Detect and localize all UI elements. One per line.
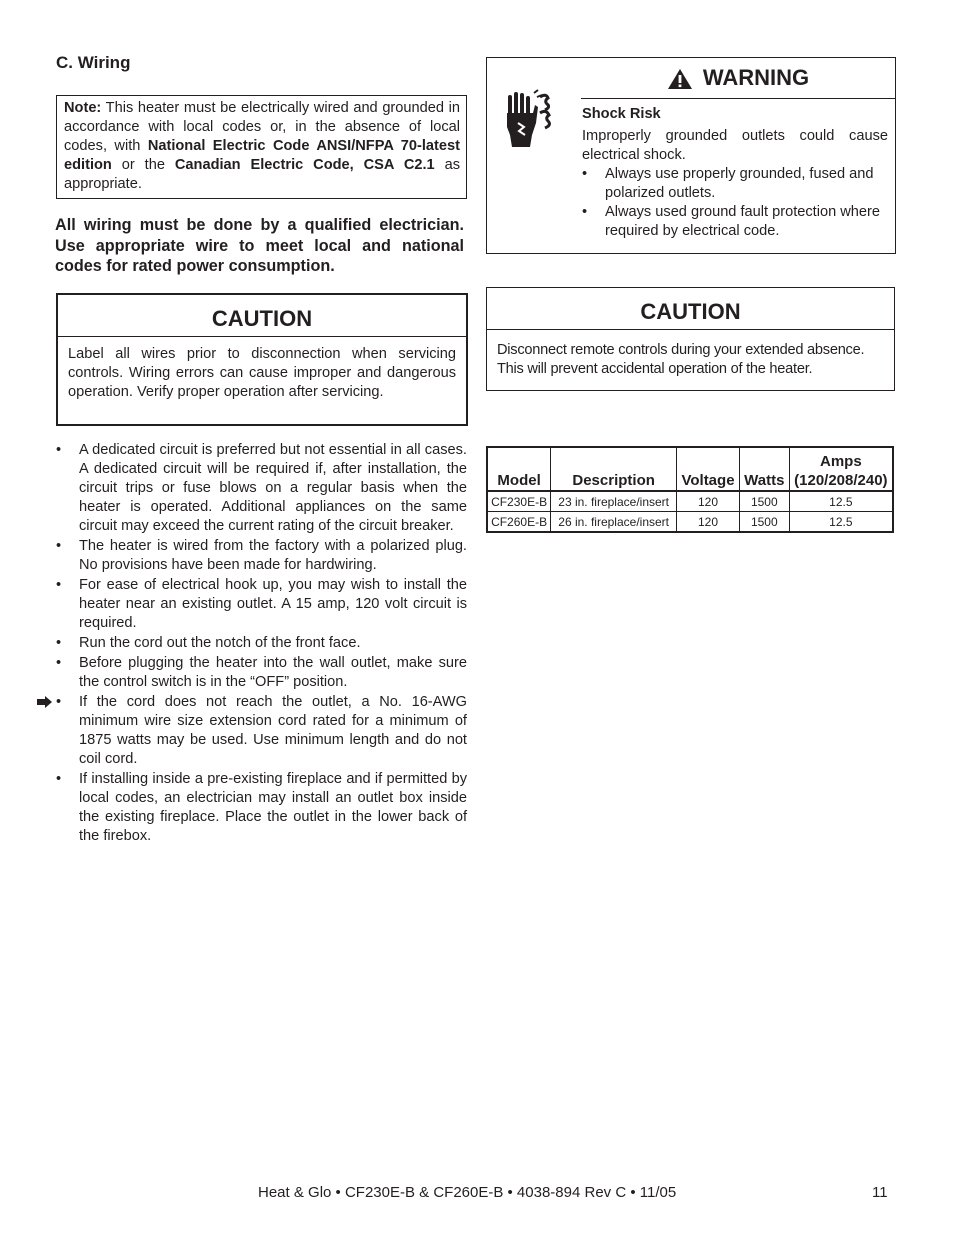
bullet-dot: •: [56, 442, 62, 458]
cell-voltage: 120: [677, 491, 740, 512]
warning-bullet: [582, 203, 888, 241]
warning-body: [582, 105, 888, 241]
header-voltage: Voltage: [677, 447, 740, 491]
warning-header: [581, 58, 895, 99]
warning-text: Improperly grounded outlets could cause electrical shock.: [582, 128, 888, 163]
warning-triangle-icon: [667, 68, 693, 90]
list-item-text: Before plugging the heater into the wall outlet, make sure the control switch is in the “OFF” position.: [79, 655, 467, 690]
bullet-dot: •: [582, 204, 588, 220]
caution-box-remote: [486, 287, 895, 391]
qualified-electrician-paragraph: All wiring must be done by a qualified electrician. Use appropriate wire to meet local and national codes for rated power consumption.: [55, 216, 464, 275]
bullet-dot: •: [56, 694, 62, 710]
note-text-3: as appropriate.: [64, 157, 460, 192]
note-text-1: This heater must be electrically wired and grounded in accordance with local codes or, in the absence of local codes, with: [64, 100, 460, 154]
list-item: [56, 654, 467, 692]
note-text-2: or the: [111, 157, 175, 173]
header-amps: [789, 447, 893, 491]
note-code-csa: Canadian Electric Code, CSA C2.1: [174, 157, 435, 173]
specifications-table: [486, 446, 894, 533]
list-item: [56, 693, 467, 769]
electric-shock-hand-icon: [504, 89, 554, 151]
change-arrow-icon: [37, 696, 53, 708]
list-item: [56, 634, 467, 653]
header-amps-line1: Amps: [820, 453, 862, 470]
cell-voltage: 120: [677, 512, 740, 533]
list-item: [56, 537, 467, 575]
warning-bullet-list: [582, 165, 888, 241]
cell-amps: 12.5: [789, 491, 893, 512]
cell-model: CF260E-B: [487, 512, 551, 533]
bullet-dot: •: [56, 655, 62, 671]
list-item: [56, 441, 467, 536]
header-model: Model: [487, 447, 551, 491]
list-item-text: Run the cord out the notch of the front face.: [79, 635, 361, 651]
bullet-dot: •: [56, 771, 62, 787]
caution-text: Label all wires prior to disconnection when servicing controls. Wiring errors can cause improper and dangerous operation. Verify proper operation after servicing.: [68, 346, 456, 400]
warning-subtitle: Shock Risk: [582, 106, 661, 122]
caution-title: CAUTION: [58, 295, 466, 337]
warning-box: [486, 57, 896, 254]
caution-title: CAUTION: [487, 288, 894, 330]
cell-model: CF230E-B: [487, 491, 551, 512]
warning-bullet: [582, 165, 888, 203]
list-item-text: A dedicated circuit is preferred but not essential in all cases. A dedicated circuit will be required if, after installation, the circuit trips or fuse blows on a regular basis when the heater is operated. Additional appliances on the same circuit may exceed the current rating of the circuit breaker.: [79, 442, 467, 534]
list-item: [56, 576, 467, 633]
note-code-nec: National Electric Code ANSI/NFPA 70-latest edition: [64, 138, 461, 173]
bullet-dot: •: [56, 538, 62, 554]
cell-description: 26 in. fireplace/insert: [551, 512, 677, 533]
table-row: [487, 491, 893, 512]
section-heading: C. Wiring: [56, 53, 131, 72]
warning-bullet-text: Always use properly grounded, fused and polarized outlets.: [605, 166, 874, 201]
list-item-text: For ease of electrical hook up, you may wish to install the heater near an existing outlet. A 15 amp, 120 volt circuit is required.: [79, 577, 467, 631]
cell-description: 23 in. fireplace/insert: [551, 491, 677, 512]
warning-bullet-text: Always used ground fault protection where required by electrical code.: [605, 204, 881, 239]
caution-text: Disconnect remote controls during your extended absence. This will prevent accidental operation of the heater.: [497, 342, 865, 377]
table-row: [487, 512, 893, 533]
wiring-bullet-list: [56, 441, 467, 847]
note-box: [56, 95, 467, 199]
table-header-row: [487, 447, 893, 491]
caution-box-wiring: [56, 293, 468, 426]
header-watts: Watts: [739, 447, 789, 491]
page-number: 11: [872, 1184, 888, 1201]
bullet-dot: •: [582, 166, 588, 182]
bullet-dot: •: [56, 635, 62, 651]
list-item-text: The heater is wired from the factory with a polarized plug. No provisions have been made for hardwiring.: [79, 538, 467, 573]
list-item-text: If the cord does not reach the outlet, a No. 16-AWG minimum wire size extension cord rated for a minimum of 1875 watts may be used. Use minimum length and do not coil cord.: [79, 694, 467, 767]
warning-title: WARNING: [702, 65, 810, 90]
header-amps-line2: (120/208/240): [794, 472, 888, 489]
header-description: Description: [551, 447, 677, 491]
note-label: Note:: [64, 100, 102, 116]
cell-watts: 1500: [739, 491, 789, 512]
page-footer: Heat & Glo • CF230E-B & CF260E-B • 4038-894 Rev C • 11/05: [258, 1184, 677, 1201]
cell-amps: 12.5: [789, 512, 893, 533]
list-item-text: If installing inside a pre-existing fireplace and if permitted by local codes, an electrician may install an outlet box inside the existing fireplace. Place the outlet in the lower back of the firebox.: [79, 771, 467, 844]
bullet-dot: •: [56, 577, 62, 593]
list-item: [56, 770, 467, 846]
cell-watts: 1500: [739, 512, 789, 533]
